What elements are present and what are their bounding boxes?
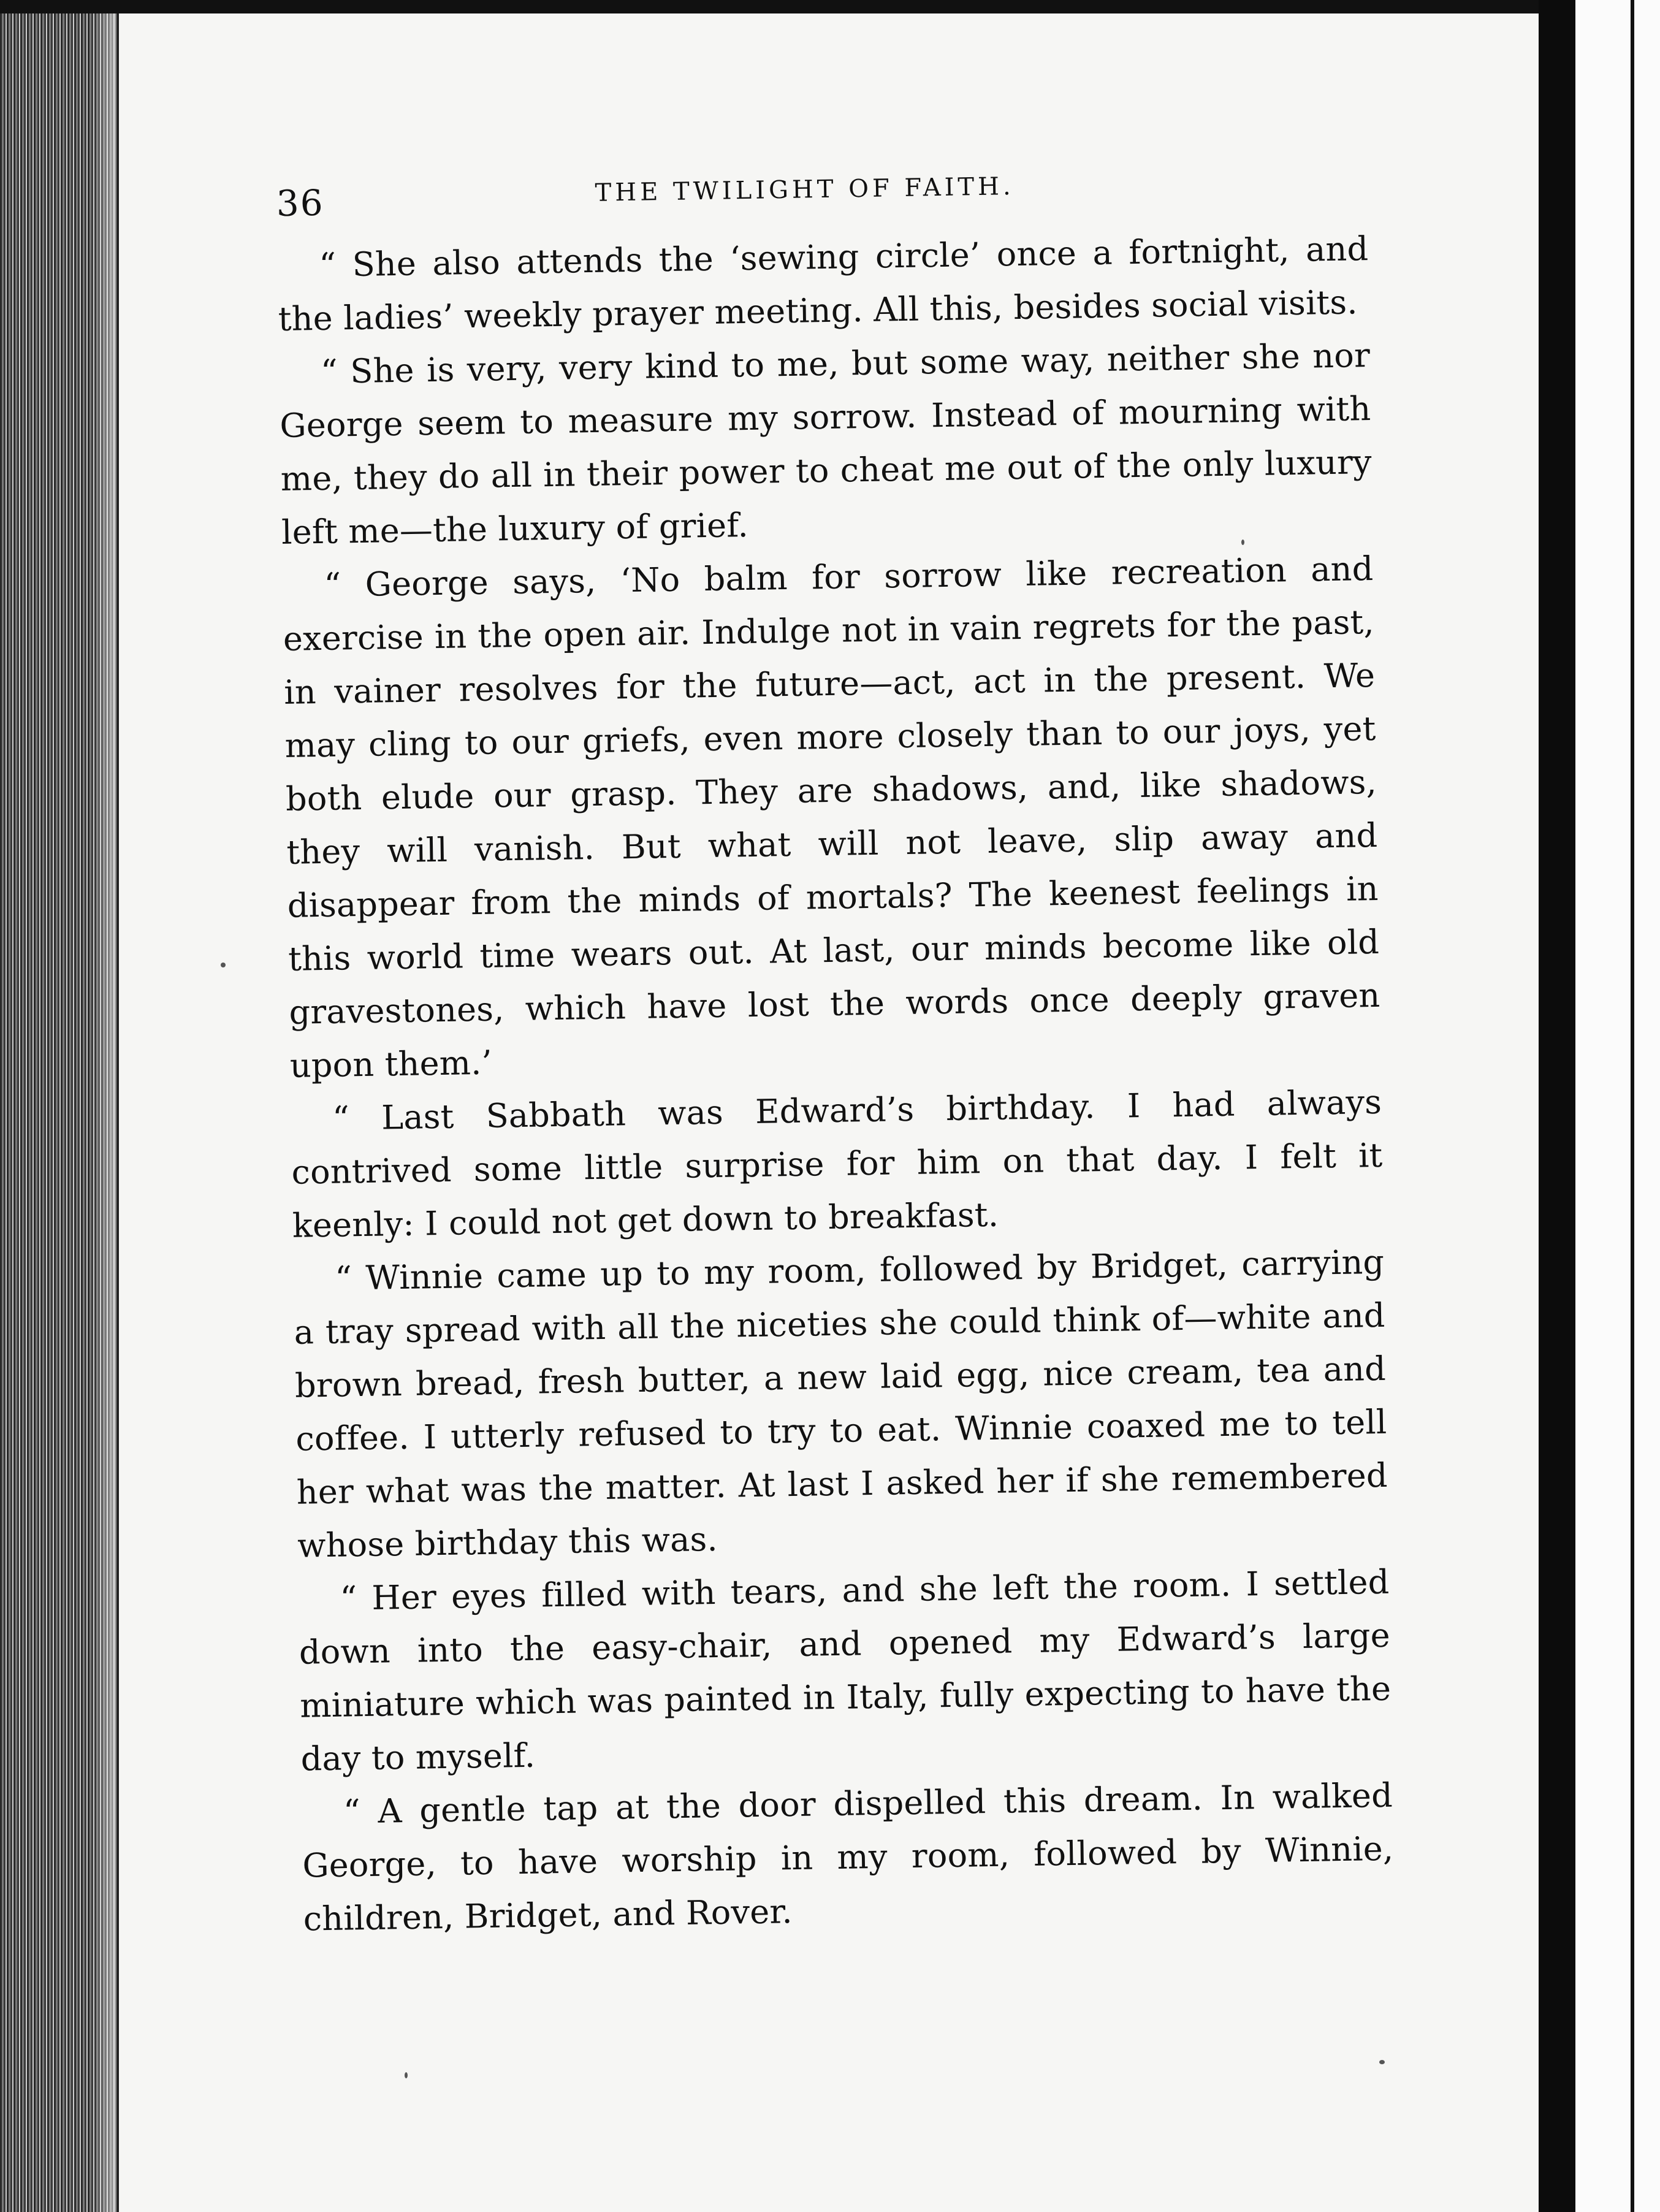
paragraph: “ A gentle tap at the door dispelled this dream. In walked George, to have worship in my room, followed by Winnie, children, Bridget, and Rover. <box>302 1775 1394 1939</box>
paragraph: “ She is very, very kind to me, but some way, neither she nor George seem to measure my sorrow. Instead of mourning with me, they do all in their power to cheat me out of the only luxury left me—the luxury of grief. <box>280 336 1373 552</box>
running-title: THE TWILIGHT OF FAITH. <box>595 172 1015 207</box>
facing-page-edge <box>1575 0 1660 2212</box>
paragraph: “ She also attends the ‘sewing circle’ once a fortnight, and the ladies’ weekly prayer meeting. All this, besides social visits. <box>278 229 1369 338</box>
paragraph: “ George says, ‘No balm for sorrow like recreation and exercise in the open air. Indulge not in vain regrets for the past, in vainer resolves for the future—act, act in the present. We may cling to our griefs, even more closely than to our joys, yet both elude our grasp. They are shadows, and, like shadows, they will vanish. But what will not leave, slip away and disappear from the minds of mortals? The keenest feelings in this world time wears out. At last, our minds become like old gravestones, which have lost the words once deeply graven upon them.’ <box>283 549 1380 1085</box>
scan-speck <box>405 2072 408 2078</box>
book-gutter <box>1539 0 1575 2212</box>
page-number: 36 <box>276 181 325 224</box>
scan-speck <box>221 963 226 967</box>
paragraph: “ Last Sabbath was Edward’s birthday. I had always contrived some little surprise for him on that day. I felt it keenly: I could not get down to breakfast. <box>291 1082 1383 1245</box>
facing-page-border <box>1631 0 1634 2212</box>
scan-speck <box>1379 2060 1385 2064</box>
scan-top-border <box>0 0 1660 13</box>
paragraph: “ Winnie came up to my room, followed by Bridget, carrying a tray spread with all the niceties she could think of—white and brown bread, fresh butter, a new laid egg, nice cream, tea and coffee. I utterly refused to try to eat. Winnie coaxed me to tell her what was the matter. At last I asked her if she remembered whose birthday this was. <box>294 1242 1388 1565</box>
page-text-block <box>276 154 1395 1946</box>
paragraph: “ Her eyes filled with tears, and she left the room. I settled down into the easy-chair, and opened my Edward’s large miniature which was painted in Italy, fully expecting to have the day to myself. <box>299 1562 1392 1779</box>
